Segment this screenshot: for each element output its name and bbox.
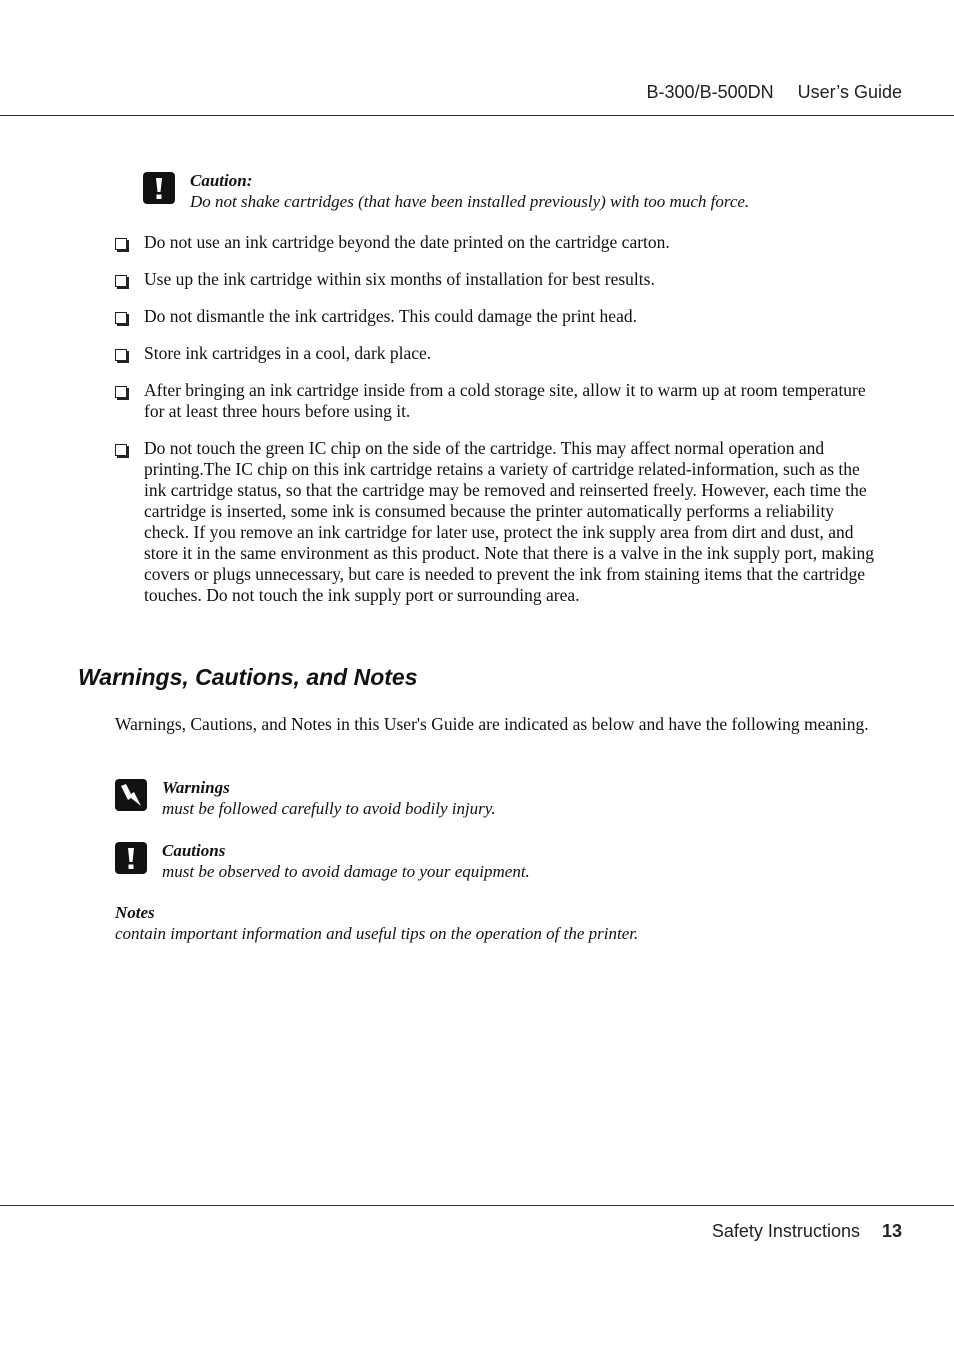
cautions-title: Cautions: [162, 841, 226, 860]
list-item: Do not use an ink cartridge beyond the date printed on the cartridge carton.: [113, 232, 878, 253]
page-number: 13: [881, 1221, 902, 1241]
list-item: Store ink cartridges in a cool, dark place.: [113, 343, 878, 364]
page-header: [647, 82, 902, 103]
notes-text: contain important information and useful tips on the operation of the printer.: [115, 924, 639, 943]
bullet-box-icon: [115, 444, 127, 456]
caution-callout: [143, 170, 883, 212]
list-item: Do not dismantle the ink cartridges. This could damage the print head.: [113, 306, 878, 327]
bullet-box-icon: [115, 312, 127, 324]
list-item: Use up the ink cartridge within six months of installation for best results.: [113, 269, 878, 290]
list-item: Do not touch the green IC chip on the side of the cartridge. This may affect normal operation and printing.The IC chip on this ink cartridge retains a variety of cartridge related-information, such as the ink cartridge status, so that the cartridge may be removed and reinserted freely. However, each time the cartridge is inserted, some ink is consumed because the printer automatically performs a reliability check. If you remove an ink cartridge for later use, protect the ink supply area from dirt and dust, and store it in the same environment as this product. Note that there is a valve in the ink supply port, making covers or plugs unnecessary, but care is needed to prevent the ink from staining items that the cartridge touches. Do not touch the ink supply port or surrounding area.: [113, 438, 878, 606]
cartridge-precautions-list: [113, 232, 878, 622]
warnings-title: Warnings: [162, 778, 230, 797]
section-heading: Warnings, Cautions, and Notes: [78, 664, 418, 690]
bullet-box-icon: [115, 349, 127, 361]
caution-exclamation-icon: [115, 842, 147, 874]
bullet-box-icon: [115, 238, 127, 250]
footer-section-name: Safety Instructions: [711, 1221, 860, 1241]
notes-legend: [115, 902, 875, 944]
warning-lightning-icon: [115, 779, 147, 811]
warnings-legend: [115, 777, 875, 819]
caution-title: Caution:: [190, 171, 253, 190]
caution-exclamation-icon: [143, 172, 175, 204]
page-footer: [712, 1221, 902, 1242]
list-item: After bringing an ink cartridge inside from a cold storage site, allow it to warm up at room temperature for at least three hours before using it.: [113, 380, 878, 422]
cautions-text: must be observed to avoid damage to your equipment.: [162, 862, 530, 881]
notes-title: Notes: [115, 903, 155, 922]
header-divider: [0, 115, 954, 116]
cautions-legend: [115, 840, 875, 882]
header-guide-title: User’s Guide: [797, 82, 902, 102]
section-intro: Warnings, Cautions, and Notes in this User's Guide are indicated as below and have the following meaning.: [115, 714, 869, 734]
footer-divider: [0, 1205, 954, 1206]
header-model: B-300/B-500DN: [646, 82, 774, 102]
bullet-box-icon: [115, 275, 127, 287]
bullet-box-icon: [115, 386, 127, 398]
caution-text: Do not shake cartridges (that have been installed previously) with too much force.: [190, 192, 750, 211]
warnings-text: must be followed carefully to avoid bodily injury.: [162, 799, 496, 818]
